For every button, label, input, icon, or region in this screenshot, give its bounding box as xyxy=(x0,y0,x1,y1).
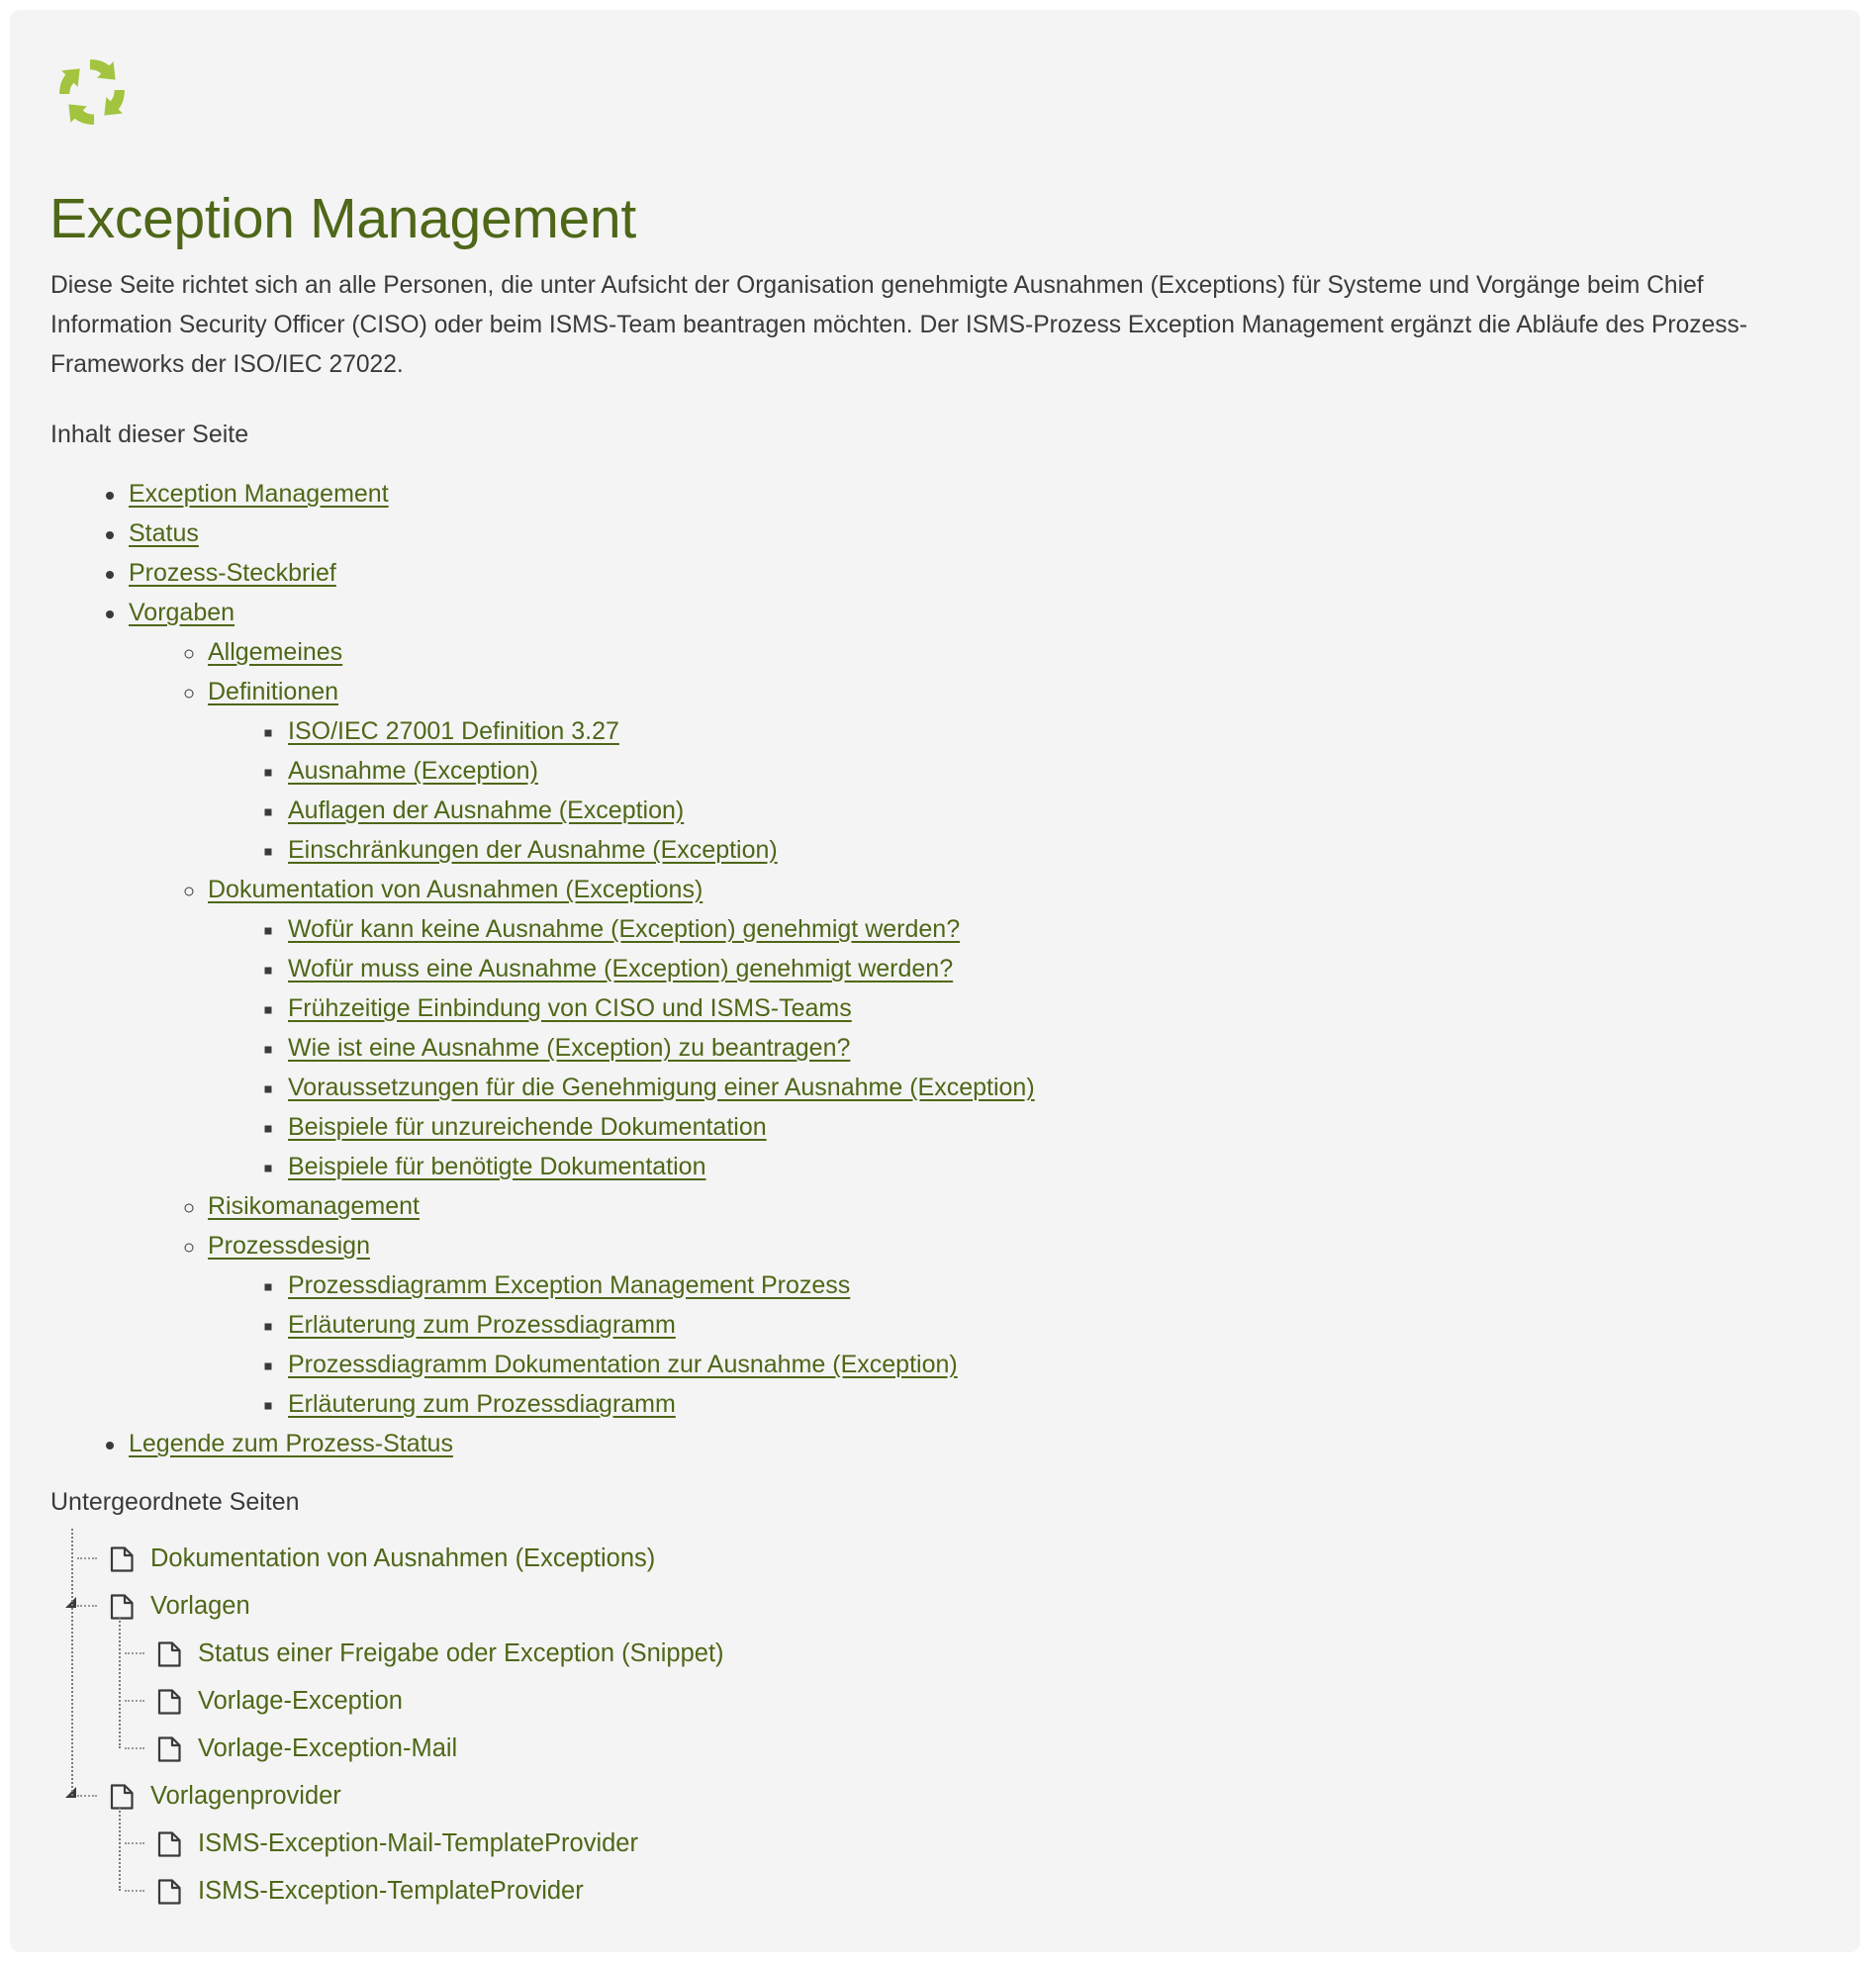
child-page-link[interactable]: Vorlagen xyxy=(150,1592,250,1620)
document-icon xyxy=(157,1641,181,1667)
toc-item xyxy=(10,1265,1035,1305)
toc-link[interactable]: Prozessdiagramm Exception Management Prozess xyxy=(288,1271,851,1299)
square-bullet-icon xyxy=(265,1126,272,1133)
tree-connector xyxy=(77,1605,97,1607)
page-title: Exception Management xyxy=(49,187,636,250)
tree-connector xyxy=(125,1842,144,1844)
toc-link[interactable]: Wie ist eine Ausnahme (Exception) zu beantragen? xyxy=(288,1034,851,1062)
square-bullet-icon xyxy=(265,1324,272,1331)
toc-item xyxy=(10,909,1035,949)
disc-bullet-icon xyxy=(106,571,114,579)
child-page-link[interactable]: Vorlage-Exception-Mail xyxy=(198,1734,458,1762)
square-bullet-icon xyxy=(265,968,272,975)
document-icon xyxy=(157,1689,181,1715)
child-page-link[interactable]: ISMS-Exception-TemplateProvider xyxy=(198,1877,584,1905)
tree-branch-line xyxy=(119,1618,121,1748)
toc-link[interactable]: Vorgaben xyxy=(129,599,235,626)
child-page-item[interactable] xyxy=(157,1677,1147,1725)
disc-bullet-icon xyxy=(106,531,114,539)
child-page-item[interactable] xyxy=(157,1630,1147,1677)
circle-bullet-icon xyxy=(185,1244,194,1253)
tree-root-line xyxy=(71,1529,73,1796)
toc-link[interactable]: Prozessdesign xyxy=(208,1232,370,1260)
toc-item xyxy=(10,988,1035,1028)
tree-connector xyxy=(77,1557,97,1559)
square-bullet-icon xyxy=(265,1363,272,1370)
toc-link[interactable]: Erläuterung zum Prozessdiagramm xyxy=(288,1390,676,1418)
toc-item xyxy=(10,1068,1035,1107)
toc-item xyxy=(10,1186,1035,1226)
document-icon xyxy=(110,1784,134,1810)
toc-item xyxy=(10,1305,1035,1345)
child-page-link[interactable]: Vorlage-Exception xyxy=(198,1687,403,1715)
toc-link[interactable]: Voraussetzungen für die Genehmigung einer Ausnahme (Exception) xyxy=(288,1074,1035,1101)
table-of-contents xyxy=(10,474,1035,1463)
toc-item xyxy=(10,1028,1035,1068)
tree-connector xyxy=(125,1652,144,1654)
child-page-item[interactable] xyxy=(157,1725,1147,1772)
page-content-card xyxy=(10,10,1860,1952)
document-icon xyxy=(157,1831,181,1857)
child-page-link[interactable]: ISMS-Exception-Mail-TemplateProvider xyxy=(198,1829,638,1857)
toc-link[interactable]: Risikomanagement xyxy=(208,1192,420,1220)
toc-link[interactable]: Ausnahme (Exception) xyxy=(288,757,538,785)
square-bullet-icon xyxy=(265,730,272,737)
child-page-item[interactable] xyxy=(110,1535,1099,1582)
tree-expand-toggle-icon[interactable] xyxy=(65,1597,76,1608)
square-bullet-icon xyxy=(265,1403,272,1410)
toc-link[interactable]: Status xyxy=(129,519,199,547)
toc-link[interactable]: Definitionen xyxy=(208,678,339,705)
toc-item xyxy=(10,1107,1035,1147)
square-bullet-icon xyxy=(265,1086,272,1093)
square-bullet-icon xyxy=(265,1284,272,1291)
toc-link[interactable]: Einschränkungen der Ausnahme (Exception) xyxy=(288,836,778,864)
toc-link[interactable]: ISO/IEC 27001 Definition 3.27 xyxy=(288,717,619,745)
tree-connector xyxy=(77,1795,97,1797)
toc-link[interactable]: Prozessdiagramm Dokumentation zur Ausnahme (Exception) xyxy=(288,1351,958,1378)
toc-item xyxy=(10,1424,1035,1463)
toc-item xyxy=(10,1384,1035,1424)
toc-item xyxy=(10,672,1035,711)
toc-link[interactable]: Exception Management xyxy=(129,480,389,508)
child-page-item[interactable] xyxy=(110,1582,1099,1630)
document-icon xyxy=(110,1546,134,1572)
document-icon xyxy=(157,1736,181,1762)
toc-link[interactable]: Beispiele für benötigte Dokumentation xyxy=(288,1153,706,1180)
toc-item xyxy=(10,553,1035,593)
toc-link[interactable]: Auflagen der Ausnahme (Exception) xyxy=(288,796,685,824)
child-page-item[interactable] xyxy=(157,1867,1147,1915)
toc-item xyxy=(10,514,1035,553)
toc-link[interactable]: Prozess-Steckbrief xyxy=(129,559,336,587)
circle-bullet-icon xyxy=(185,888,194,896)
child-page-link[interactable]: Vorlagenprovider xyxy=(150,1782,341,1810)
toc-link[interactable]: Legende zum Prozess-Status xyxy=(129,1430,453,1457)
toc-item xyxy=(10,593,1035,632)
child-page-link[interactable]: Status einer Freigabe oder Exception (Snippet) xyxy=(198,1639,724,1667)
toc-heading: Inhalt dieser Seite xyxy=(50,421,249,448)
square-bullet-icon xyxy=(265,809,272,816)
tree-connector xyxy=(125,1890,144,1892)
square-bullet-icon xyxy=(265,770,272,777)
disc-bullet-icon xyxy=(106,492,114,500)
disc-bullet-icon xyxy=(106,1442,114,1450)
toc-item xyxy=(10,751,1035,791)
disc-bullet-icon xyxy=(106,610,114,618)
document-icon xyxy=(157,1879,181,1905)
tree-connector xyxy=(125,1700,144,1702)
square-bullet-icon xyxy=(265,928,272,935)
child-page-link[interactable]: Dokumentation von Ausnahmen (Exceptions) xyxy=(150,1544,656,1572)
toc-item xyxy=(10,791,1035,830)
intro-paragraph: Diese Seite richtet sich an alle Personen, die unter Aufsicht der Organisation genehmigte Ausnahmen (Exceptions) für Systeme und Vorgänge beim Chief Information Security Officer (CISO) oder beim ISMS-Team beantragen möchten. Der ISMS-Prozess Exception Management ergänzt die Abläufe des Prozess-Frameworks der ISO/IEC 27022. xyxy=(50,272,1748,378)
square-bullet-icon xyxy=(265,849,272,856)
child-pages-heading: Untergeordnete Seiten xyxy=(50,1488,300,1516)
square-bullet-icon xyxy=(265,1007,272,1014)
tree-connector xyxy=(125,1747,144,1749)
circle-bullet-icon xyxy=(185,1204,194,1213)
toc-link[interactable]: Wofür muss eine Ausnahme (Exception) genehmigt werden? xyxy=(288,955,954,982)
circle-bullet-icon xyxy=(185,690,194,699)
process-cycle-icon xyxy=(55,55,129,129)
toc-link[interactable]: Erläuterung zum Prozessdiagramm xyxy=(288,1311,676,1339)
toc-item xyxy=(10,830,1035,870)
toc-item xyxy=(10,949,1035,988)
toc-item xyxy=(10,711,1035,751)
toc-link[interactable]: Frühzeitige Einbindung von CISO und ISMS-Teams xyxy=(288,994,852,1022)
toc-item xyxy=(10,474,1035,514)
document-icon xyxy=(110,1594,134,1620)
square-bullet-icon xyxy=(265,1047,272,1054)
circle-bullet-icon xyxy=(185,650,194,659)
square-bullet-icon xyxy=(265,1166,272,1172)
tree-expand-toggle-icon[interactable] xyxy=(65,1787,76,1798)
toc-item xyxy=(10,632,1035,672)
toc-link[interactable]: Allgemeines xyxy=(208,638,343,666)
toc-item xyxy=(10,1345,1035,1384)
toc-link[interactable]: Wofür kann keine Ausnahme (Exception) genehmigt werden? xyxy=(288,915,961,943)
child-page-item[interactable] xyxy=(110,1772,1099,1820)
toc-link[interactable]: Dokumentation von Ausnahmen (Exceptions) xyxy=(208,876,704,903)
toc-link[interactable]: Beispiele für unzureichende Dokumentation xyxy=(288,1113,767,1141)
tree-branch-line xyxy=(119,1808,121,1891)
toc-item xyxy=(10,1226,1035,1265)
toc-item xyxy=(10,1147,1035,1186)
toc-item xyxy=(10,870,1035,909)
child-page-item[interactable] xyxy=(157,1820,1147,1867)
